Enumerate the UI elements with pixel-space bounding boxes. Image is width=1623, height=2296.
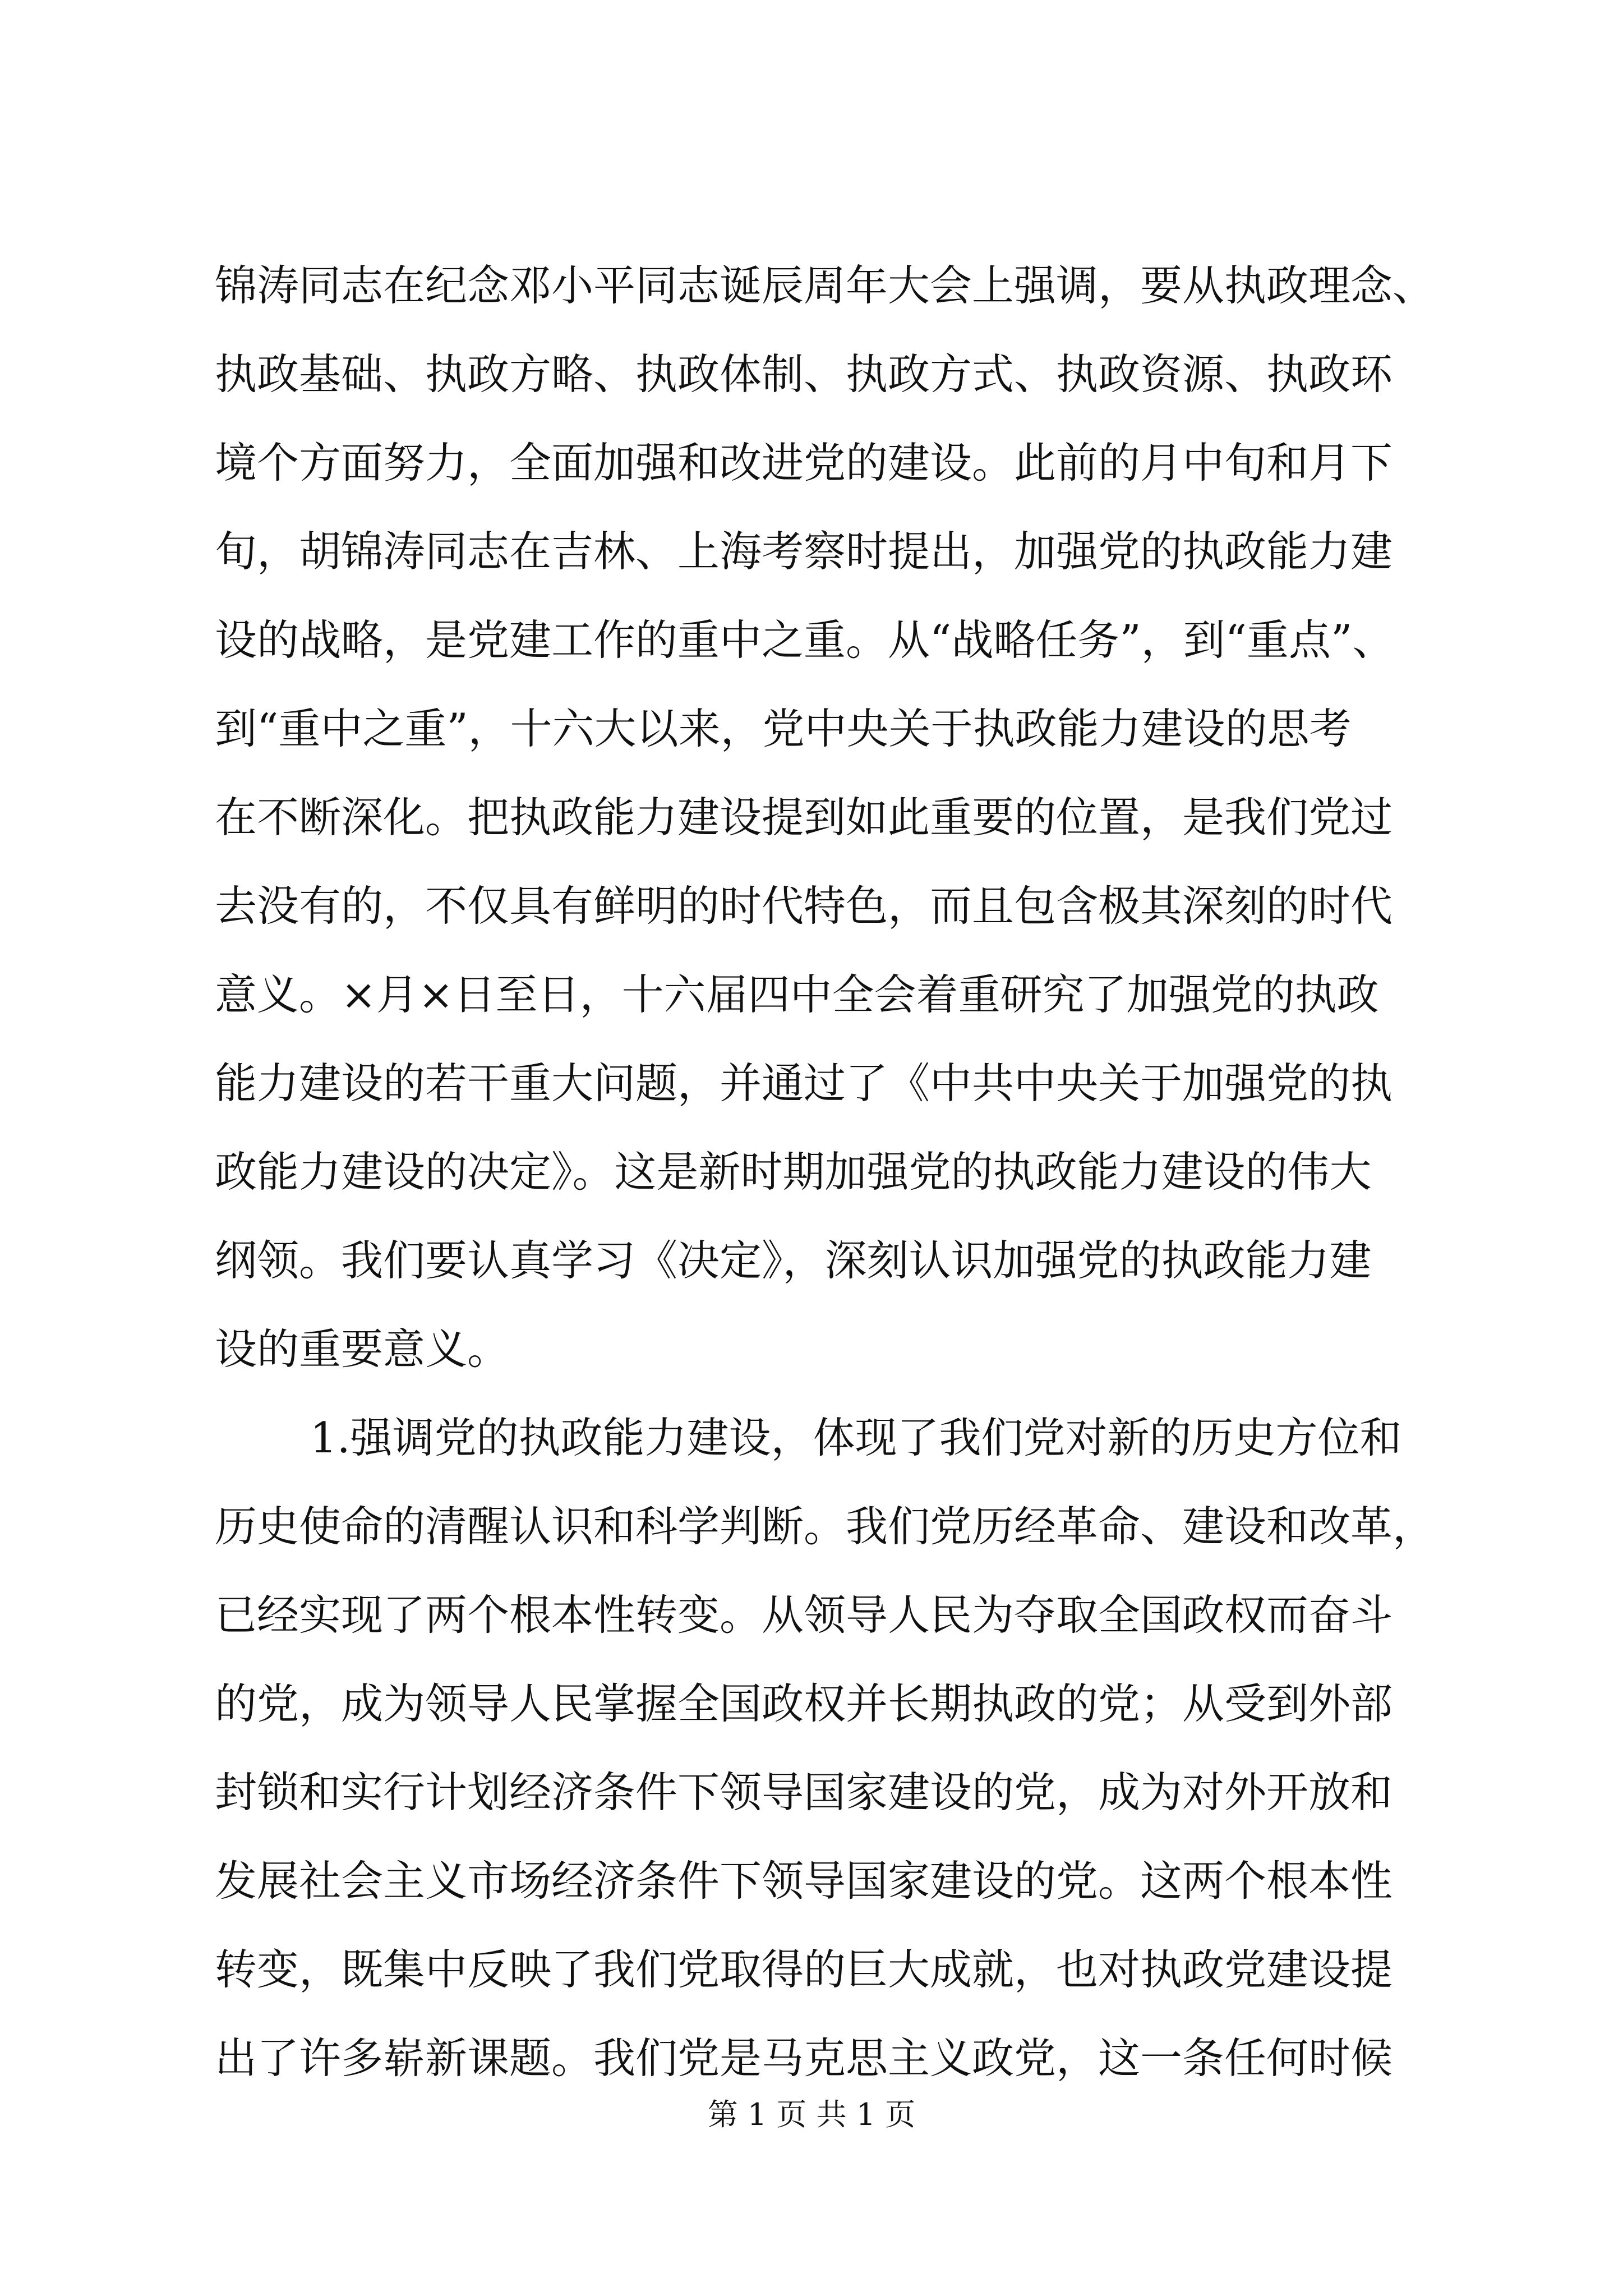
text-line: 意义。×月×日至日，十六届四中全会着重研究了加强党的执政 bbox=[215, 970, 1379, 1019]
text-line: 到“重中之重”，十六大以来，党中央关于执政能力建设的思考 bbox=[215, 704, 1352, 753]
page-footer: 第 1 页 共 1 页 bbox=[707, 2097, 916, 2132]
text-line: 锦涛同志在纪念邓小平同志诞辰周年大会上强调，要从执政理念、 bbox=[215, 261, 1435, 310]
text-line: 封锁和实行计划经济条件下领导国家建设的党，成为对外开放和 bbox=[215, 1768, 1393, 1817]
text-line: 的党，成为领导人民掌握全国政权并长期执政的党；从受到外部 bbox=[215, 1679, 1393, 1728]
text-line: 转变，既集中反映了我们党取得的巨大成就，也对执政党建设提 bbox=[215, 1945, 1393, 1994]
text-line: 纲领。我们要认真学习《决定》，深刻认识加强党的执政能力建 bbox=[215, 1236, 1372, 1285]
text-line: 境个方面努力，全面加强和改进党的建设。此前的月中旬和月下 bbox=[215, 438, 1393, 487]
text-line: 旬，胡锦涛同志在吉林、上海考察时提出，加强党的执政能力建 bbox=[215, 527, 1393, 576]
text-line: 发展社会主义市场经济条件下领导国家建设的党。这两个根本性 bbox=[215, 1856, 1393, 1906]
text-line: 政能力建设的决定》。这是新时期加强党的执政能力建设的伟大 bbox=[215, 1147, 1372, 1197]
text-line: 能力建设的若干重大问题，并通过了《中共中央关于加强党的执 bbox=[215, 1059, 1393, 1108]
text-line: 历史使命的清醒认识和科学判断。我们党历经革命、建设和改革， bbox=[215, 1502, 1435, 1551]
document-body bbox=[215, 241, 1460, 2102]
paragraph-start-line: 1.强调党的执政能力建设，体现了我们党对新的历史方位和 bbox=[310, 1413, 1402, 1462]
text-line: 设的战略，是党建工作的重中之重。从“战略任务”，到“重点”、 bbox=[215, 615, 1395, 665]
text-line: 在不断深化。把执政能力建设提到如此重要的位置，是我们党过 bbox=[215, 793, 1393, 842]
text-line: 设的重要意义。 bbox=[215, 1324, 510, 1374]
text-line: 已经实现了两个根本性转变。从领导人民为夺取全国政权而奋斗 bbox=[215, 1590, 1393, 1640]
text-line: 执政基础、执政方略、执政体制、执政方式、执政资源、执政环 bbox=[215, 349, 1393, 399]
text-line: 出了许多崭新课题。我们党是马克思主义政党，这一条任何时候 bbox=[215, 2033, 1393, 2083]
text-line: 去没有的，不仅具有鲜明的时代特色，而且包含极其深刻的时代 bbox=[215, 881, 1393, 931]
